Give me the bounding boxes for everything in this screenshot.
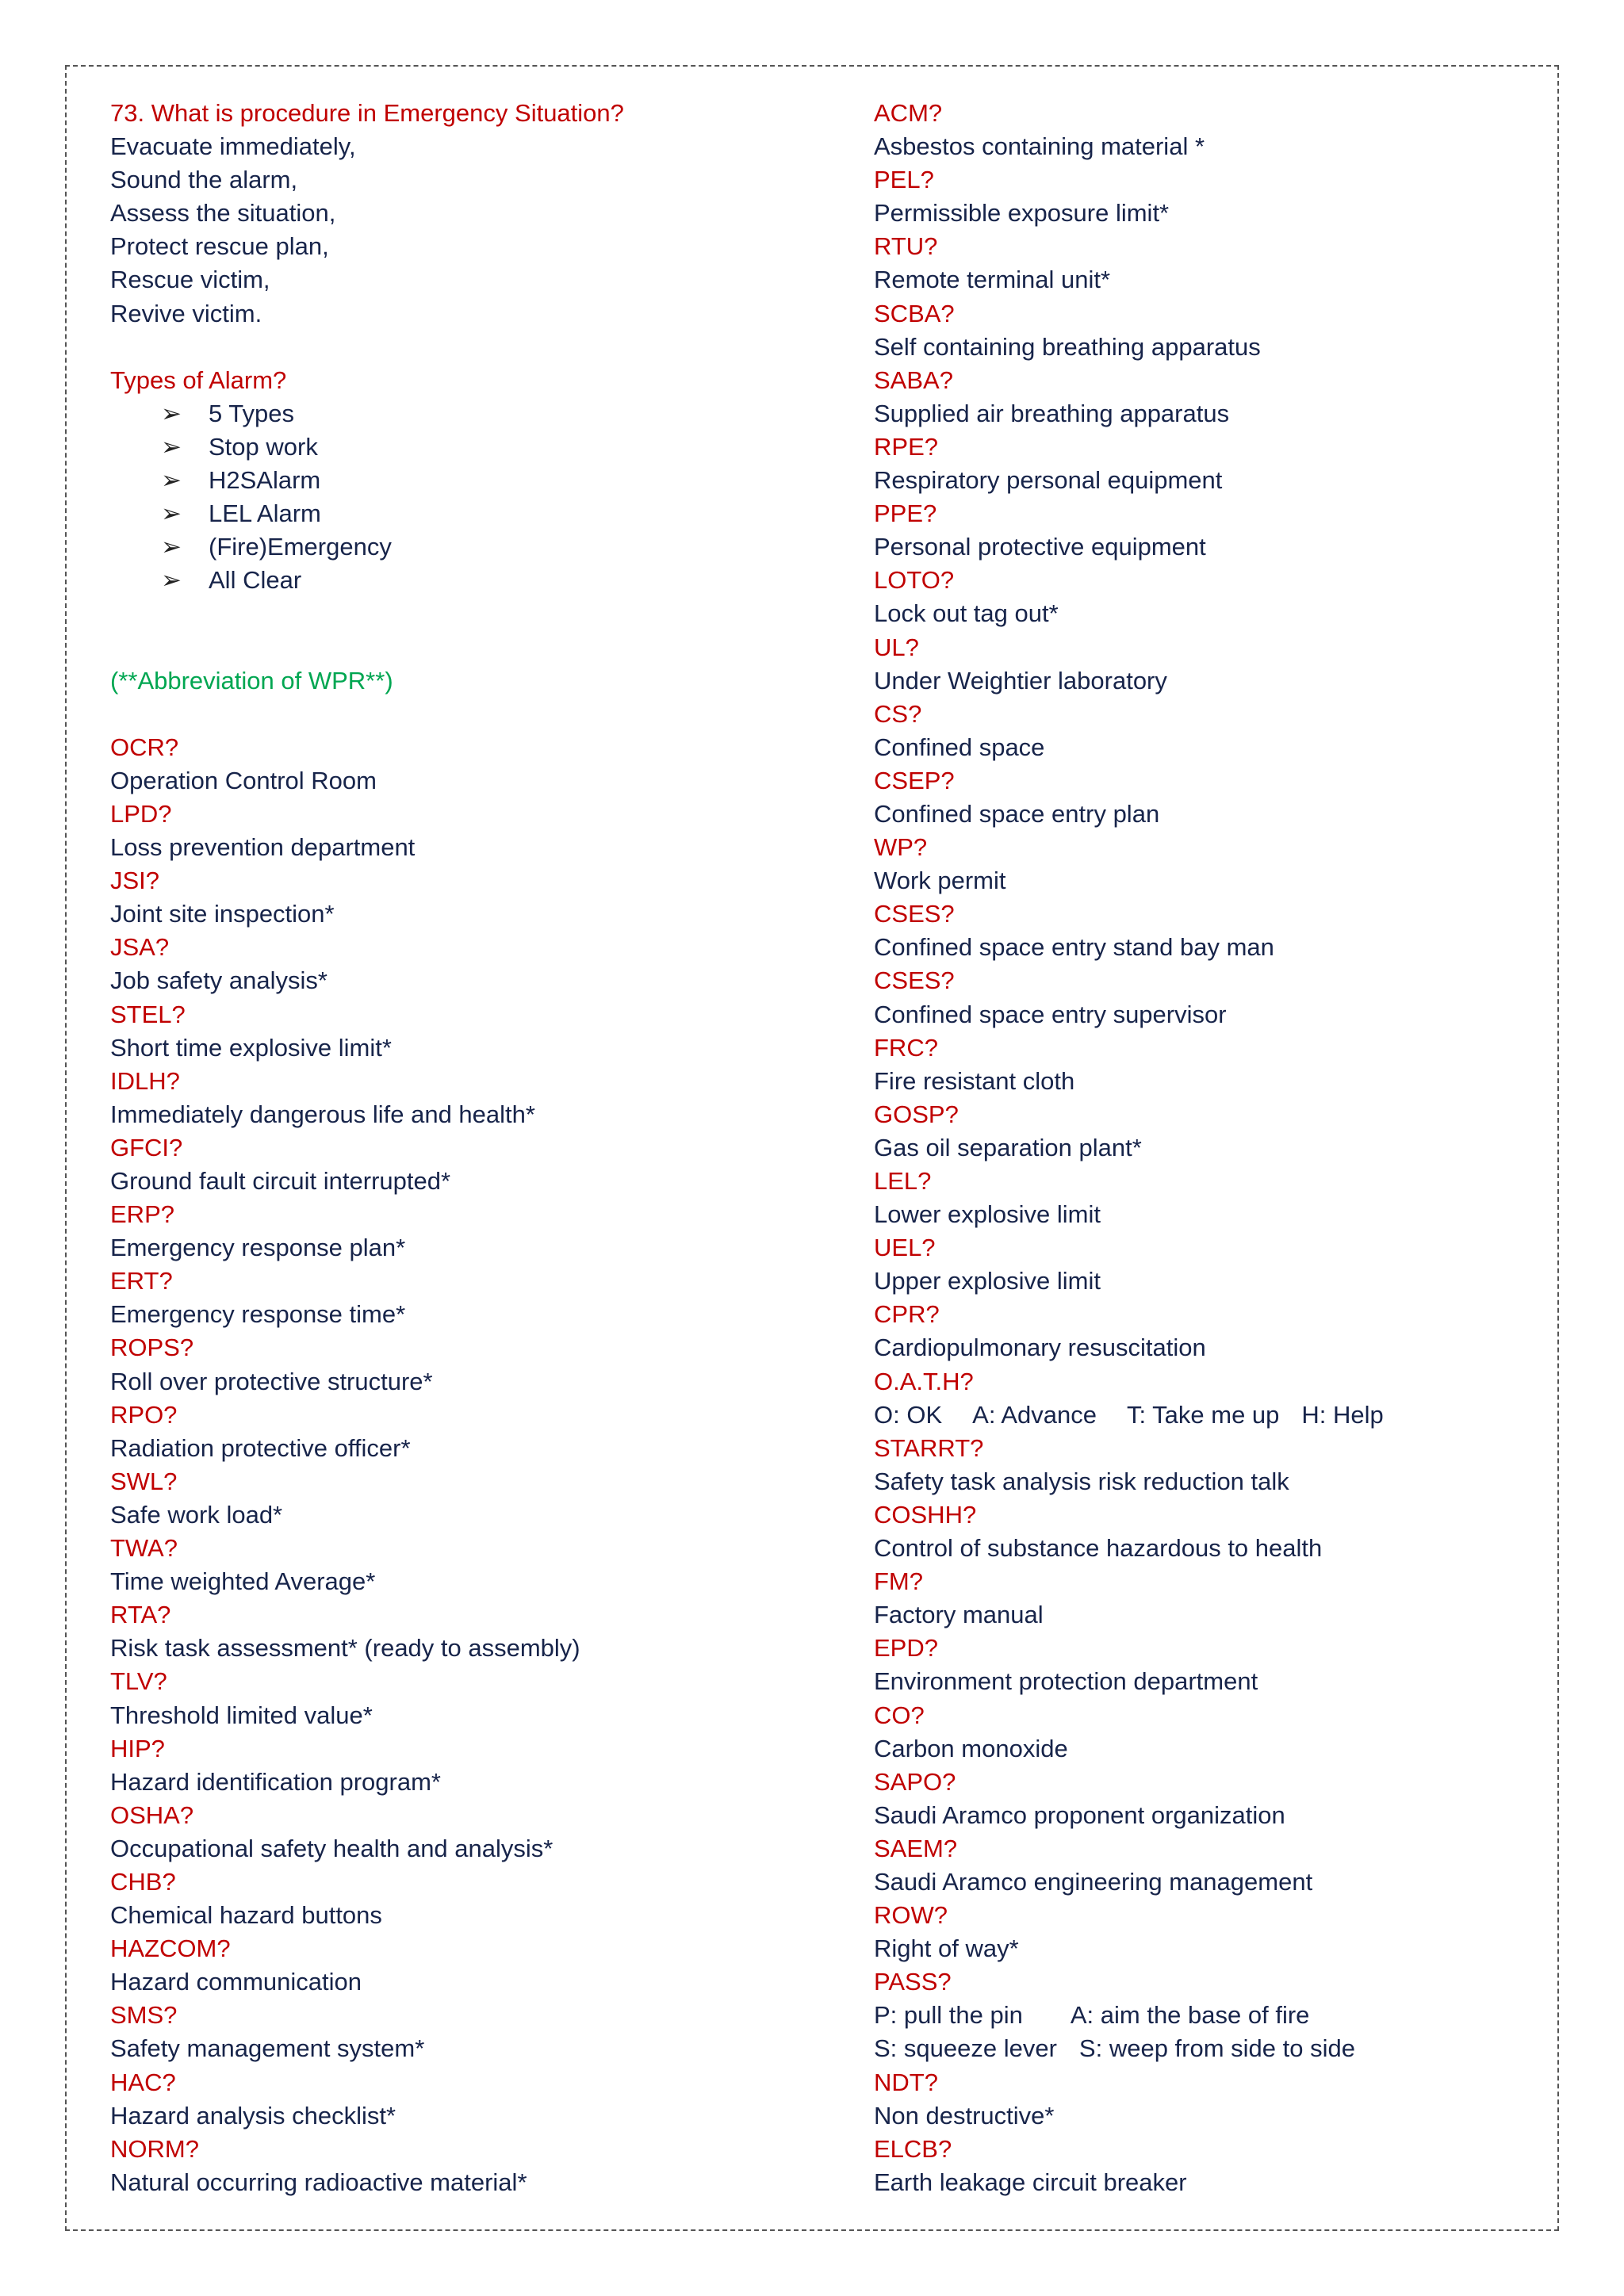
abbr-question: FM? bbox=[874, 1567, 923, 1596]
arrow-bullet-icon: ➢ bbox=[161, 566, 182, 595]
alarm-type-label: H2SAlarm bbox=[209, 466, 321, 495]
abbr-answer: Safety task analysis risk reduction talk bbox=[874, 1467, 1289, 1495]
abbr-question: LOTO? bbox=[874, 566, 955, 595]
procedure-step: Protect rescue plan, bbox=[110, 232, 329, 261]
oath-answer bbox=[874, 1399, 1556, 1432]
arrow-bullet-icon: ➢ bbox=[161, 533, 182, 561]
abbr-answer: Personal protective equipment bbox=[874, 533, 1206, 561]
abbr-answer: Chemical hazard buttons bbox=[110, 1901, 382, 1930]
procedure-step: Evacuate immediately, bbox=[110, 132, 356, 161]
abbr-question: RPE? bbox=[874, 432, 938, 461]
abbr-answer: Short time explosive limit* bbox=[110, 1033, 392, 1062]
abbr-question: UL? bbox=[874, 633, 919, 661]
abbr-question: STARRT? bbox=[874, 1433, 984, 1462]
abbr-answer: Permissible exposure limit* bbox=[874, 199, 1170, 228]
abbr-answer: Lower explosive limit bbox=[874, 1200, 1101, 1229]
alarm-type-label: LEL Alarm bbox=[209, 499, 321, 528]
abbr-question: HAZCOM? bbox=[110, 1934, 231, 1963]
arrow-bullet-icon: ➢ bbox=[161, 499, 182, 528]
abbr-question: RPO? bbox=[110, 1400, 178, 1429]
abbr-answer: Supplied air breathing apparatus bbox=[874, 399, 1230, 427]
abbr-question: O.A.T.H? bbox=[874, 1367, 974, 1395]
abbr-question: GFCI? bbox=[110, 1133, 183, 1161]
left-abbreviation-list bbox=[110, 731, 824, 2199]
abbr-answer: Earth leakage circuit breaker bbox=[874, 2168, 1187, 2196]
abbr-question: PASS? bbox=[874, 1968, 952, 1996]
arrow-bullet-icon: ➢ bbox=[161, 466, 182, 495]
abbr-question: CPR? bbox=[874, 1300, 940, 1329]
pass-answer-line bbox=[874, 2032, 1556, 2065]
abbr-question: WP? bbox=[874, 833, 928, 862]
alarm-type-item bbox=[110, 430, 824, 464]
arrow-bullet-icon: ➢ bbox=[161, 399, 182, 427]
abbr-question: SCBA? bbox=[874, 299, 955, 327]
abbr-answer: Confined space bbox=[874, 733, 1045, 761]
alarm-type-item bbox=[110, 530, 824, 564]
alarm-type-item bbox=[110, 497, 824, 530]
abbr-answer: Gas oil separation plant* bbox=[874, 1133, 1142, 1161]
abbr-answer: Carbon monoxide bbox=[874, 1734, 1068, 1762]
procedure-step: Revive victim. bbox=[110, 299, 262, 327]
abbr-question: SWL? bbox=[110, 1467, 178, 1495]
abbr-answer: Confined space entry supervisor bbox=[874, 1000, 1227, 1028]
abbr-question: TWA? bbox=[110, 1534, 178, 1563]
alarm-type-label: 5 Types bbox=[209, 399, 295, 427]
abbr-question: SAEM? bbox=[874, 1834, 958, 1862]
abbr-answer: Upper explosive limit bbox=[874, 1267, 1101, 1295]
abbr-question: TLV? bbox=[110, 1667, 167, 1696]
abbr-answer: Safe work load* bbox=[110, 1500, 283, 1529]
question-heading: 73. What is procedure in Emergency Situation? bbox=[110, 99, 624, 127]
abbr-answer: Natural occurring radioactive material* bbox=[110, 2168, 527, 2196]
abbr-question: SAPO? bbox=[874, 1767, 956, 1796]
left-column bbox=[110, 97, 824, 2199]
abbr-question: SMS? bbox=[110, 2001, 178, 2030]
abbr-answer: Threshold limited value* bbox=[110, 1701, 373, 1729]
abbr-question: HAC? bbox=[110, 2068, 176, 2096]
alarm-type-item bbox=[110, 564, 824, 597]
abbr-question: CSEP? bbox=[874, 766, 955, 794]
abbr-answer: Control of substance hazardous to health bbox=[874, 1534, 1323, 1563]
right-column bbox=[874, 97, 1556, 2199]
abbr-question: PPE? bbox=[874, 499, 937, 528]
abbr-question: EPD? bbox=[874, 1634, 938, 1663]
abbr-answer: Roll over protective structure* bbox=[110, 1367, 433, 1395]
alarm-type-item bbox=[110, 397, 824, 430]
alarm-type-label: Stop work bbox=[209, 432, 318, 461]
abbr-answer: Factory manual bbox=[874, 1601, 1044, 1629]
abbr-question: NDT? bbox=[874, 2068, 938, 2096]
abbr-question: COSHH? bbox=[874, 1500, 977, 1529]
abbr-answer: Under Weightier laboratory bbox=[874, 666, 1167, 695]
procedure-step: Rescue victim, bbox=[110, 266, 270, 294]
abbr-question: JSA? bbox=[110, 933, 170, 962]
abbr-answer: Risk task assessment* (ready to assembly) bbox=[110, 1634, 580, 1663]
abbr-question: ERP? bbox=[110, 1200, 174, 1229]
abbr-answer: Confined space entry plan bbox=[874, 799, 1160, 828]
alarm-type-item bbox=[110, 464, 824, 497]
abbr-answer: Job safety analysis* bbox=[110, 966, 327, 995]
abbr-answer: Emergency response plan* bbox=[110, 1234, 406, 1262]
abbr-answer: Safety management system* bbox=[110, 2034, 425, 2063]
alarm-type-label: All Clear bbox=[209, 566, 302, 595]
abbr-question: ERT? bbox=[110, 1267, 173, 1295]
pass-answer-line bbox=[874, 1999, 1556, 2032]
abbr-question: UEL? bbox=[874, 1234, 936, 1262]
abbr-answer: Saudi Aramco engineering management bbox=[874, 1867, 1313, 1896]
abbr-question: STEL? bbox=[110, 1000, 186, 1028]
pass-part: S: weep from side to side bbox=[1078, 2034, 1355, 2063]
abbr-answer: Confined space entry stand bay man bbox=[874, 933, 1274, 962]
arrow-bullet-icon: ➢ bbox=[161, 432, 182, 461]
procedure-step: Assess the situation, bbox=[110, 199, 336, 228]
abbr-answer: Loss prevention department bbox=[110, 833, 416, 862]
abbr-answer: Hazard communication bbox=[110, 1968, 362, 1996]
abbr-answer: Ground fault circuit interrupted* bbox=[110, 1167, 451, 1195]
abbr-answer: Hazard identification program* bbox=[110, 1767, 441, 1796]
abbr-question: ELCB? bbox=[874, 2134, 952, 2163]
abbr-question: ACM? bbox=[874, 99, 943, 127]
abbr-answer: Remote terminal unit* bbox=[874, 266, 1111, 294]
abbr-answer: Operation Control Room bbox=[110, 766, 377, 794]
oath-part: O: OK bbox=[874, 1400, 943, 1429]
abbr-answer: Radiation protective officer* bbox=[110, 1433, 411, 1462]
abbr-answer: Cardiopulmonary resuscitation bbox=[874, 1334, 1206, 1362]
abbr-question: SABA? bbox=[874, 365, 953, 394]
oath-part: A: Advance bbox=[972, 1400, 1097, 1429]
abbr-answer: Respiratory personal equipment bbox=[874, 466, 1223, 495]
abbr-answer: Environment protection department bbox=[874, 1667, 1258, 1696]
abbr-question: FRC? bbox=[874, 1033, 938, 1062]
abbr-answer: Immediately dangerous life and health* bbox=[110, 1100, 535, 1128]
procedure-step: Sound the alarm, bbox=[110, 166, 298, 194]
abbr-question: CS? bbox=[874, 699, 922, 728]
abbr-question: ROPS? bbox=[110, 1334, 194, 1362]
pass-part: S: squeeze lever bbox=[874, 2034, 1057, 2063]
abbr-question: NORM? bbox=[110, 2134, 199, 2163]
abbr-answer: Time weighted Average* bbox=[110, 1567, 376, 1596]
abbreviation-section-title: (**Abbreviation of WPR**) bbox=[110, 666, 393, 695]
oath-part: T: Take me up bbox=[1126, 1400, 1280, 1429]
abbr-question: GOSP? bbox=[874, 1100, 959, 1128]
abbr-question: LPD? bbox=[110, 799, 172, 828]
abbr-answer: Emergency response time* bbox=[110, 1300, 406, 1329]
abbr-answer: Self containing breathing apparatus bbox=[874, 332, 1261, 361]
abbr-question: CSES? bbox=[874, 966, 955, 995]
abbr-answer: Asbestos containing material * bbox=[874, 132, 1205, 161]
abbr-question: PEL? bbox=[874, 166, 934, 194]
abbr-question: JSI? bbox=[110, 867, 160, 895]
pass-part: A: aim the base of fire bbox=[1070, 2001, 1310, 2030]
abbr-answer: Saudi Aramco proponent organization bbox=[874, 1800, 1285, 1829]
abbr-answer: Non destructive* bbox=[874, 2101, 1055, 2130]
abbr-question: RTA? bbox=[110, 1601, 171, 1629]
pass-part: P: pull the pin bbox=[874, 2001, 1023, 2030]
abbr-question: RTU? bbox=[874, 232, 938, 261]
oath-part: H: Help bbox=[1301, 1400, 1384, 1429]
abbr-question: IDLH? bbox=[110, 1066, 180, 1095]
abbr-answer: Lock out tag out* bbox=[874, 599, 1059, 628]
abbr-question: OCR? bbox=[110, 733, 179, 761]
alarm-types-heading: Types of Alarm? bbox=[110, 365, 287, 394]
abbr-question: CHB? bbox=[110, 1867, 176, 1896]
abbr-answer: Occupational safety health and analysis* bbox=[110, 1834, 553, 1862]
abbr-answer: Hazard analysis checklist* bbox=[110, 2101, 396, 2130]
abbr-question: ROW? bbox=[874, 1901, 948, 1930]
abbr-answer: Work permit bbox=[874, 867, 1006, 895]
abbr-question: OSHA? bbox=[110, 1800, 194, 1829]
abbr-question: CSES? bbox=[874, 900, 955, 928]
abbr-question: CO? bbox=[874, 1701, 925, 1729]
abbr-answer: Right of way* bbox=[874, 1934, 1019, 1963]
abbr-question: HIP? bbox=[110, 1734, 165, 1762]
abbr-answer: Joint site inspection* bbox=[110, 900, 335, 928]
alarm-type-label: (Fire)Emergency bbox=[209, 533, 392, 561]
abbr-question: LEL? bbox=[874, 1167, 932, 1195]
abbr-answer: Fire resistant cloth bbox=[874, 1066, 1075, 1095]
